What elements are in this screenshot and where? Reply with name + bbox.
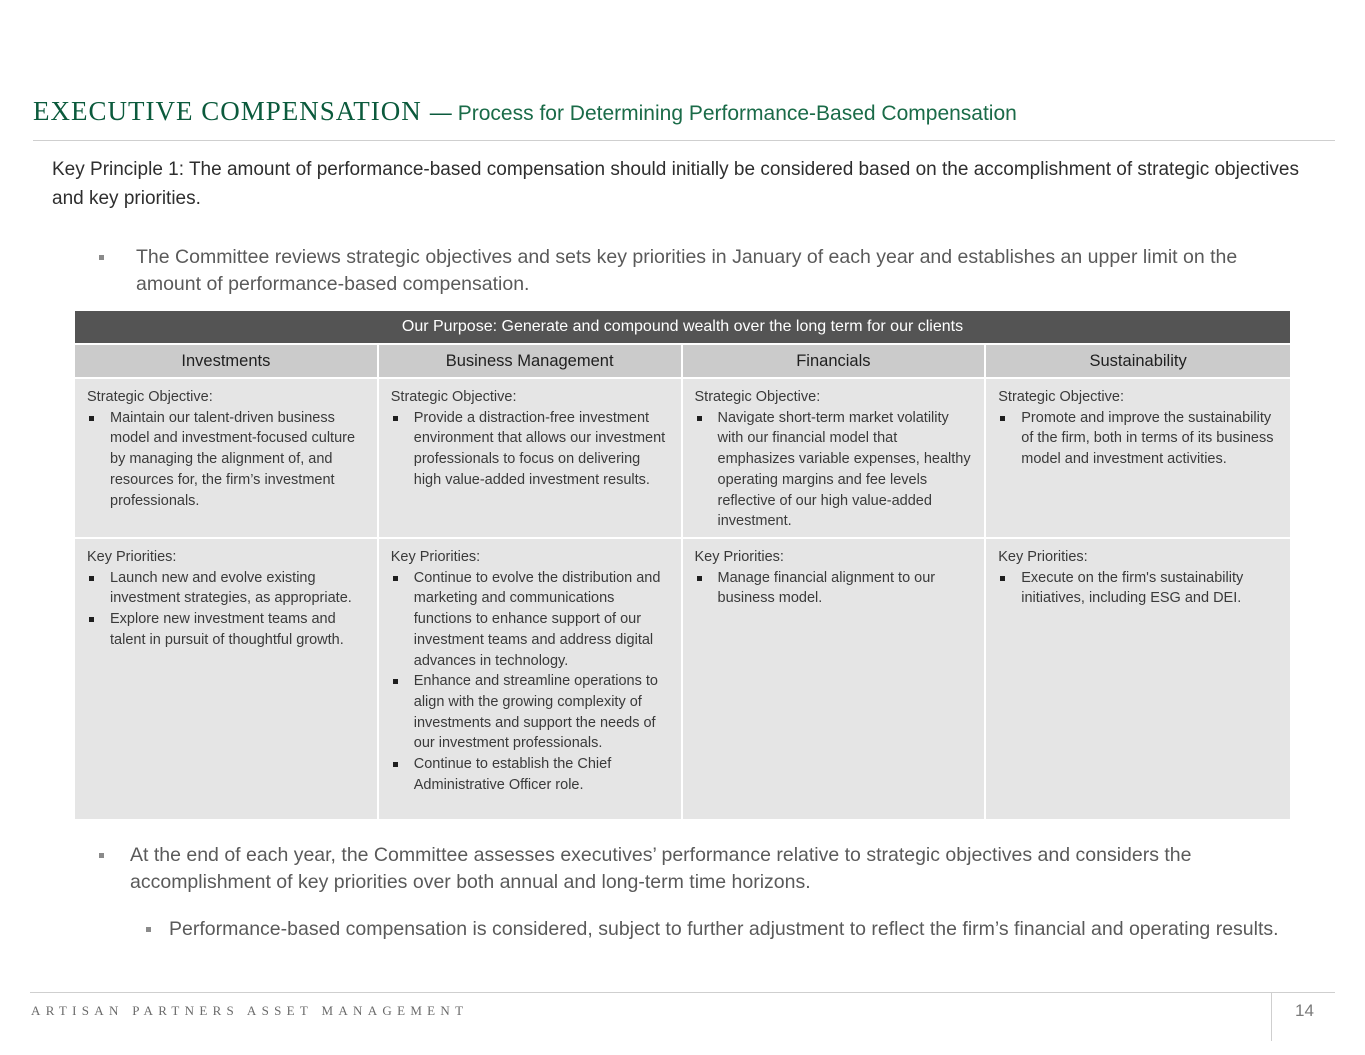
list-item: Promote and improve the sustainability of the firm, both in terms of its business model and investment activities. <box>998 408 1280 470</box>
page-header <box>33 96 1333 127</box>
objective-cell <box>986 379 1290 537</box>
bullet-square-icon <box>99 255 104 260</box>
key-principle: Key Principle 1: The amount of performance-based compensation should initially be considered based on the accomplishment of strategic objectives and key priorities. <box>52 159 1299 209</box>
title-dash: — <box>429 100 452 125</box>
list-item: Explore new investment teams and talent in pursuit of thoughtful growth. <box>87 609 367 650</box>
page-number: 14 <box>1295 1001 1314 1020</box>
bullet-square-icon <box>99 853 104 858</box>
priorities-label: Key Priorities: <box>390 549 481 565</box>
list-item: Provide a distraction-free investment environment that allows our investment professionals to focus on delivering high value-added investment results. <box>391 408 671 491</box>
list-item: Maintain our talent-driven business model and investment-focused culture by managing the alignment of, and resources for, the firm’s investment professionals. <box>87 408 367 512</box>
bullet-subpoint-adjustment <box>169 916 1349 943</box>
priorities-cell <box>986 539 1290 819</box>
priorities-label: Key Priorities: <box>87 549 177 565</box>
column-heading: Financials <box>683 345 985 377</box>
priorities-label: Key Priorities: <box>694 549 784 565</box>
page-subtitle: Process for Determining Performance-Based Compensation <box>457 102 1017 125</box>
column-business-management <box>379 345 681 819</box>
column-heading: Investments <box>75 345 377 377</box>
footer-divider <box>30 992 1335 993</box>
priorities-label: Key Priorities: <box>998 549 1088 565</box>
objective-label: Strategic Objective: <box>87 389 213 405</box>
column-sustainability <box>986 345 1290 819</box>
footer-brand: ARTISAN PARTNERS ASSET MANAGEMENT <box>31 1003 469 1018</box>
objective-label: Strategic Objective: <box>390 389 517 405</box>
priorities-cell <box>379 539 681 819</box>
objective-cell <box>683 379 985 537</box>
list-item: Manage financial alignment to our business model. <box>695 568 975 609</box>
column-heading: Sustainability <box>986 345 1290 377</box>
objective-cell <box>379 379 681 537</box>
list-item: Execute on the firm's sustainability initiatives, including ESG and DEI. <box>998 568 1280 609</box>
list-item: Launch new and evolve existing investment strategies, as appropriate. <box>87 568 367 609</box>
priorities-cell <box>75 539 377 819</box>
footer-vertical-divider <box>1271 993 1272 1041</box>
column-financials <box>683 345 985 819</box>
objective-cell <box>75 379 377 537</box>
bullet-text: At the end of each year, the Committee assesses executives’ performance relative to strategic objectives and considers the accomplishment of key priorities over both annual and long-term time horizons. <box>130 844 1192 893</box>
column-heading: Business Management <box>379 345 681 377</box>
header-divider <box>33 140 1335 141</box>
purpose-banner: Our Purpose: Generate and compound wealth over the long term for our clients <box>75 311 1290 343</box>
bullet-text: The Committee reviews strategic objectives and sets key priorities in January of each year and establishes an upper limit on the amount of performance-based compensation. <box>136 246 1238 295</box>
bullet-year-end-assessment <box>130 842 1280 896</box>
column-investments <box>75 345 377 819</box>
list-item: Continue to evolve the distribution and marketing and communications functions to enhance support of our investment teams and address digital advances in technology. <box>391 568 671 672</box>
purpose-table <box>75 311 1290 819</box>
bullet-committee-review <box>136 244 1286 298</box>
objective-label: Strategic Objective: <box>694 389 821 405</box>
bullet-square-icon <box>146 927 151 932</box>
priorities-cell <box>683 539 985 819</box>
table-columns <box>75 345 1290 819</box>
bullet-text: Performance-based compensation is considered, subject to further adjustment to reflect the firm’s financial and operating results. <box>169 918 1279 940</box>
objective-label: Strategic Objective: <box>998 389 1124 405</box>
list-item: Enhance and streamline operations to align with the growing complexity of investments and support the needs of our investment professionals. <box>391 671 671 754</box>
list-item: Continue to establish the Chief Administrative Officer role. <box>391 754 671 795</box>
list-item: Navigate short-term market volatility with our financial model that emphasizes variable expenses, healthy operating margins and fee levels reflective of our high value-added investment. <box>695 408 975 532</box>
page-title: EXECUTIVE COMPENSATION <box>33 96 422 126</box>
